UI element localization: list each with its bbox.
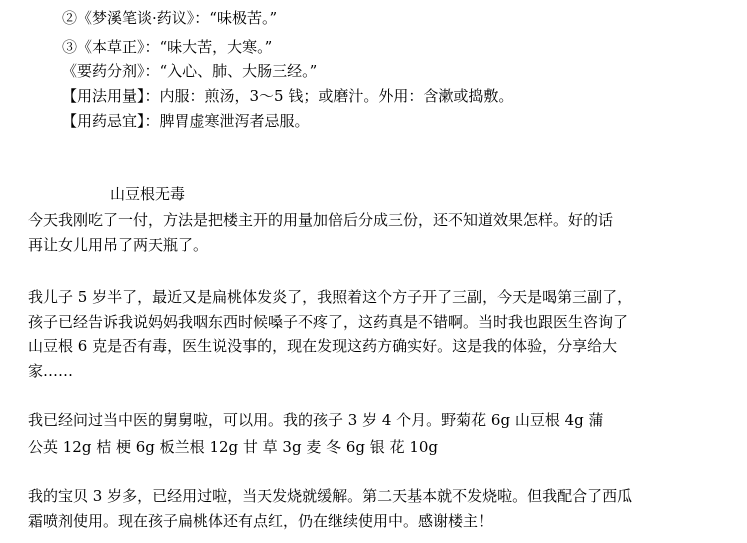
- comment-2-line-4: 家……: [28, 362, 74, 380]
- post-title: 山豆根无毒: [110, 185, 186, 203]
- comment-3-line-1: 我已经问过当中医的舅舅啦，可以用。我的孩子 3 岁 4 个月。野菊花 6g 山豆根 4g 蒲: [28, 411, 604, 429]
- comment-4-line-2: 霜喷剂使用。现在孩子扁桃体还有点红，仍在继续使用中。感谢楼主！: [28, 512, 494, 530]
- quote-mengxi-bitan: ②《梦溪笔谈·药议》：“味极苦。”: [62, 9, 278, 27]
- usage-dosage: 【用法用量】：内服：煎汤，3～5 钱；或磨汁。外用：含漱或捣敷。: [62, 87, 514, 105]
- comment-2-line-2: 孩子已经告诉我说妈妈我咽东西时候嗓子不疼了，这药真是不错啊。当时我也跟医生咨询了: [28, 313, 629, 331]
- comment-3-line-2: 公英 12g 桔 梗 6g 板兰根 12g 甘 草 3g 麦 冬 6g 银 花 10g: [28, 438, 439, 456]
- contraindications: 【用药忌宜】：脾胃虚寒泄泻者忌服。: [62, 112, 310, 130]
- comment-1-line-1: 今天我刚吃了一付，方法是把楼主开的用量加倍后分成三份，还不知道效果怎样。好的话: [28, 211, 614, 229]
- quote-yaoyao-fenji: 《要药分剂》：“入心、肺、大肠三经。”: [62, 62, 318, 80]
- comment-2-line-1: 我儿子 5 岁半了，最近又是扁桃体发炎了，我照着这个方子开了三副，今天是喝第三副了，: [28, 288, 633, 306]
- comment-1-line-2: 再让女儿用吊了两天瓶了。: [28, 236, 209, 254]
- quote-bencao-zheng: ③《本草正》：“味大苦，大寒。”: [62, 38, 273, 56]
- comment-4-line-1: 我的宝贝 3 岁多，已经用过啦，当天发烧就缓解。第二天基本就不发烧啦。但我配合了西瓜: [28, 487, 633, 505]
- comment-2-line-3: 山豆根 6 克是否有毒，医生说没事的，现在发现这药方确实好。这是我的体验，分享给大: [28, 337, 618, 355]
